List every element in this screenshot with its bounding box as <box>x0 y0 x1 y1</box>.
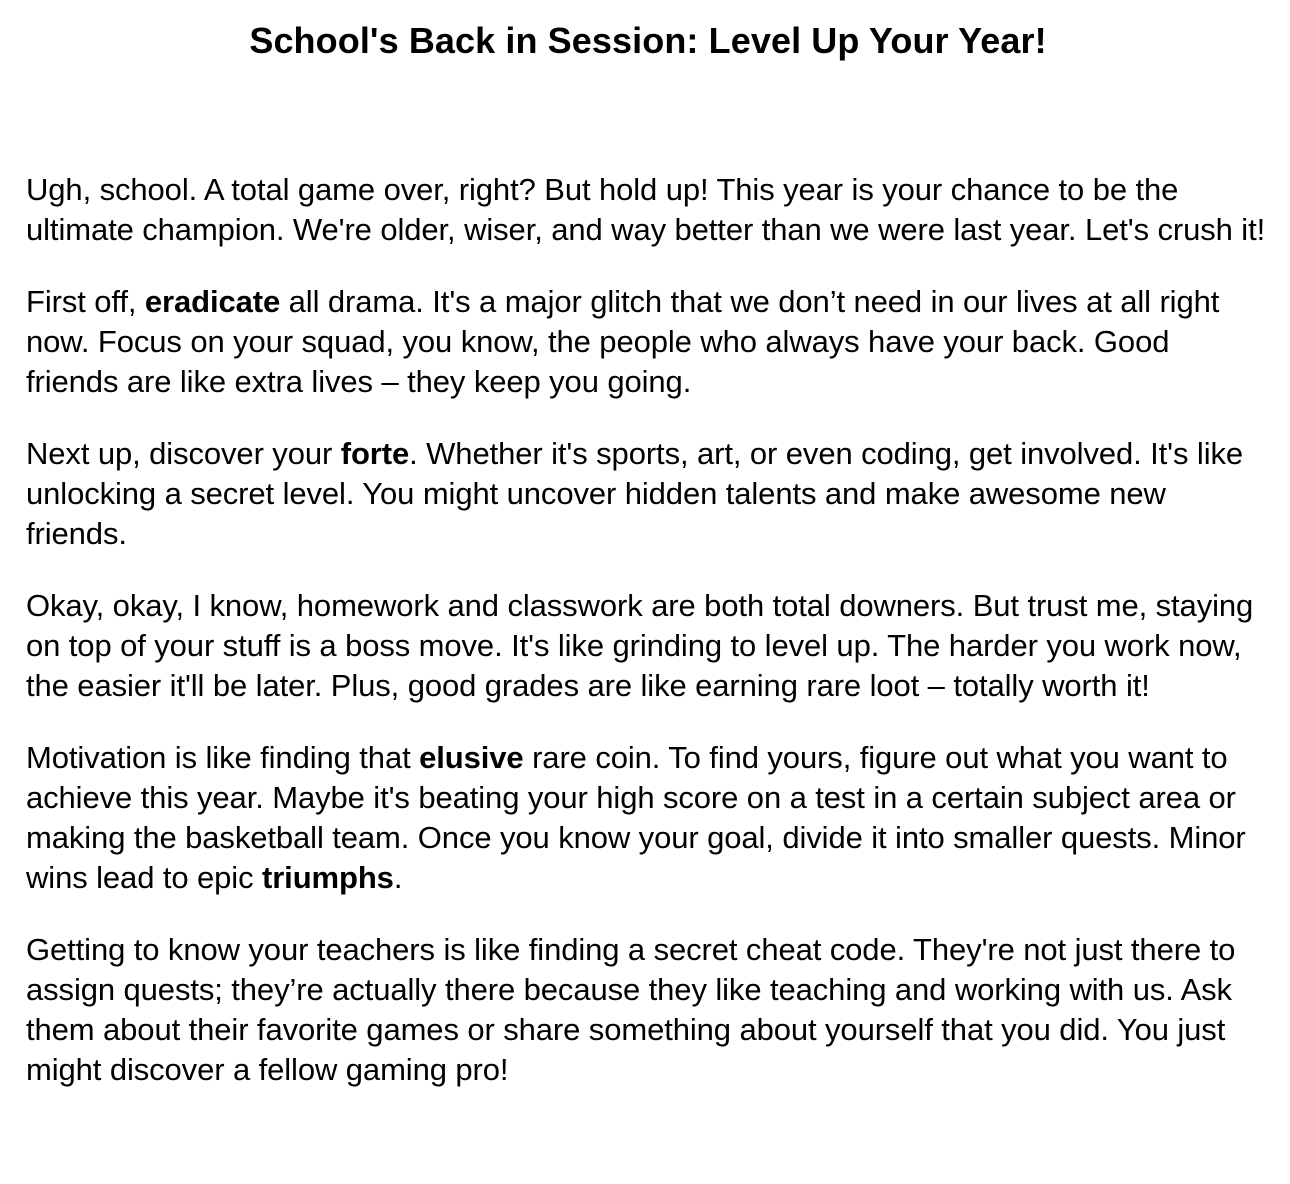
paragraph-text: . <box>393 860 403 895</box>
paragraph-motivation <box>26 738 1270 898</box>
paragraph-text: First off, <box>26 284 145 319</box>
emphasis-word: triumphs <box>262 860 394 895</box>
paragraph-drama <box>26 282 1270 402</box>
emphasis-word: elusive <box>419 740 524 775</box>
paragraph-text: Getting to know your teachers is like finding a secret cheat code. They're not just there to assign quests; they’re actually there because they like teaching and working with us. Ask them about their favorite games or share something about yourself that you did. You just might discover a fellow gaming pro! <box>26 932 1236 1087</box>
article-body <box>26 170 1270 1090</box>
paragraph-text: Okay, okay, I know, homework and classwork are both total downers. But trust me, staying on top of your stuff is a boss move. It's like grinding to level up. The harder you work now, the easier it'll be later. Plus, good grades are like earning rare loot – totally worth it! <box>26 588 1254 703</box>
paragraph-homework <box>26 586 1270 706</box>
paragraph-text: . Whether it's sports, art, or even coding, get involved. It's like unlocking a secret level. You might uncover hidden talents and make awesome new friends. <box>26 436 1244 551</box>
paragraph-forte <box>26 434 1270 554</box>
page-title: School's Back in Session: Level Up Your Year! <box>249 20 1047 61</box>
paragraph-text: Motivation is like finding that <box>26 740 420 775</box>
emphasis-word: forte <box>340 436 410 471</box>
paragraph-text: all drama. It's a major glitch that we don’t need in our lives at all right now. Focus on your squad, you know, the people who always have your back. Good friends are like extra lives – they keep you going. <box>26 284 1220 399</box>
emphasis-word: eradicate <box>144 284 281 319</box>
paragraph-text: rare coin. To find yours, figure out what you want to achieve this year. Maybe it's beating your high score on a test in a certain subject area or making the basketball team. Once you know your goal, divide it into smaller quests. Minor wins lead to epic <box>26 740 1246 895</box>
paragraph-text: Next up, discover your <box>26 436 341 471</box>
paragraph-intro <box>26 170 1270 250</box>
paragraph-text: Ugh, school. A total game over, right? But hold up! This year is your chance to be the ultimate champion. We're older, wiser, and way better than we were last year. Let's crush it! <box>26 172 1266 247</box>
paragraph-teachers <box>26 930 1270 1090</box>
